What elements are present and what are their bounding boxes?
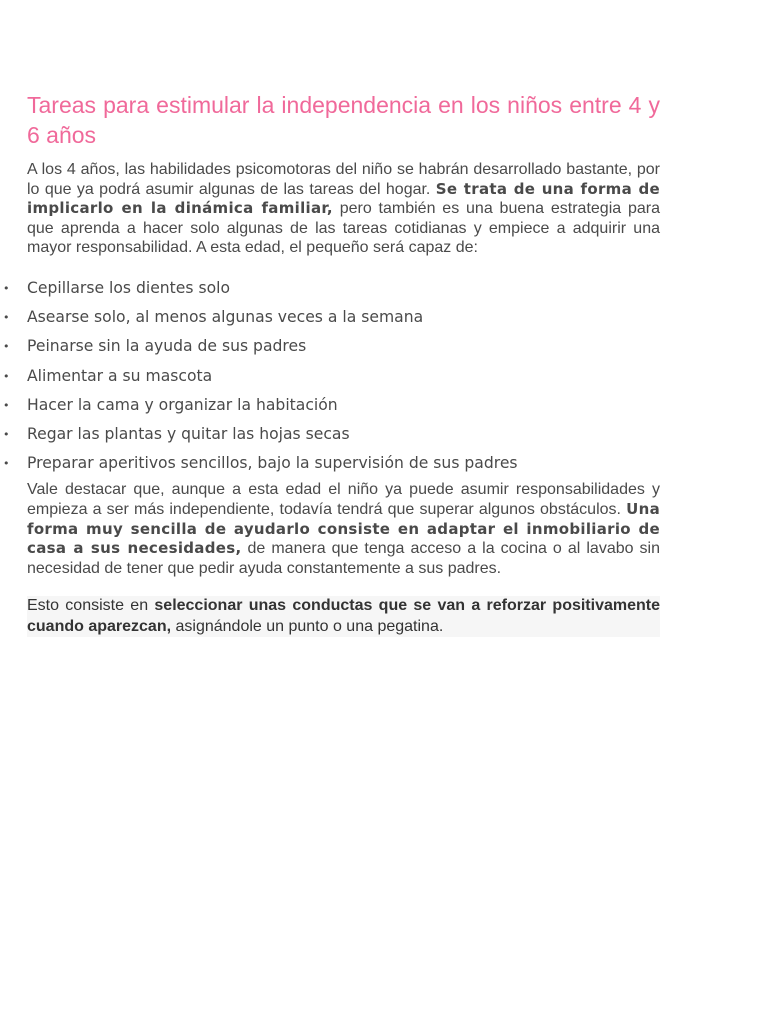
bullet-icon: • [3,340,10,354]
second-text: Vale destacar que, aunque a esta edad el niño ya puede asumir responsabilidades y empieza a ser más independiente, todavía tendrá que superar algunos obstáculos. [27,481,660,518]
list-item-text: Preparar aperitivos sencillos, bajo la supervisión de sus padres [27,454,518,473]
list-item [3,362,660,391]
list-item-text: Alimentar a su mascota [27,366,213,385]
third-text-continued: asignándole un punto o una pegatina. [171,617,444,635]
intro-text: A los 4 años, las habilidades psicomotoras del niño se habrán desarrollado bastante, por lo que ya podrá asumir algunas de las tareas del hogar. [27,161,660,198]
list-item-text: Hacer la cama y organizar la habitación [27,395,338,414]
bullet-icon: • [3,369,10,383]
second-text-continued: de manera que tenga acceso a la cocina o al lavabo sin necesidad de tener que pedir ayuda constantemente a sus padres. [27,540,661,577]
list-item [3,449,660,478]
list-item-text: Cepillarse los dientes solo [27,278,231,297]
bullet-icon: • [3,427,10,441]
bullet-icon: • [3,457,10,471]
intro-emphasis: Se trata de una forma de implicarlo en la dinámica familiar, [27,179,660,218]
third-text: Esto consiste en [27,597,155,615]
list-item-text: Asearse solo, al menos algunas veces a la semana [27,308,424,327]
bullet-icon: • [3,398,10,412]
intro-text-continued: pero también es una buena estrategia para que aprenda a hacer solo algunas de las tareas cotidianas y empiece a adquirir una mayor responsabilidad. A esta edad, el pequeño será capaz de: [27,200,660,257]
list-item [3,391,660,420]
list-item [3,303,660,332]
third-emphasis: seleccionar unas conductas que se van a reforzar positivamente cuando aparezcan, [27,597,661,635]
list-item-text: Peinarse sin la ayuda de sus padres [27,337,307,356]
list-item [3,420,660,449]
article-title: Tareas para estimular la independencia en los niños entre 4 y 6 años [27,92,660,148]
second-paragraph [27,480,660,578]
list-item [3,274,660,303]
list-item [3,332,660,361]
third-paragraph [27,596,660,637]
list-item-text: Regar las plantas y quitar las hojas secas [27,424,350,443]
bullet-icon: • [3,311,10,325]
tasks-list [3,274,660,478]
second-emphasis: Una forma muy sencilla de ayudarlo consiste en adaptar el inmobiliario de casa a sus necesidades, [27,499,660,558]
article [3,90,661,637]
intro-paragraph [27,160,660,258]
bullet-icon: • [3,281,10,295]
